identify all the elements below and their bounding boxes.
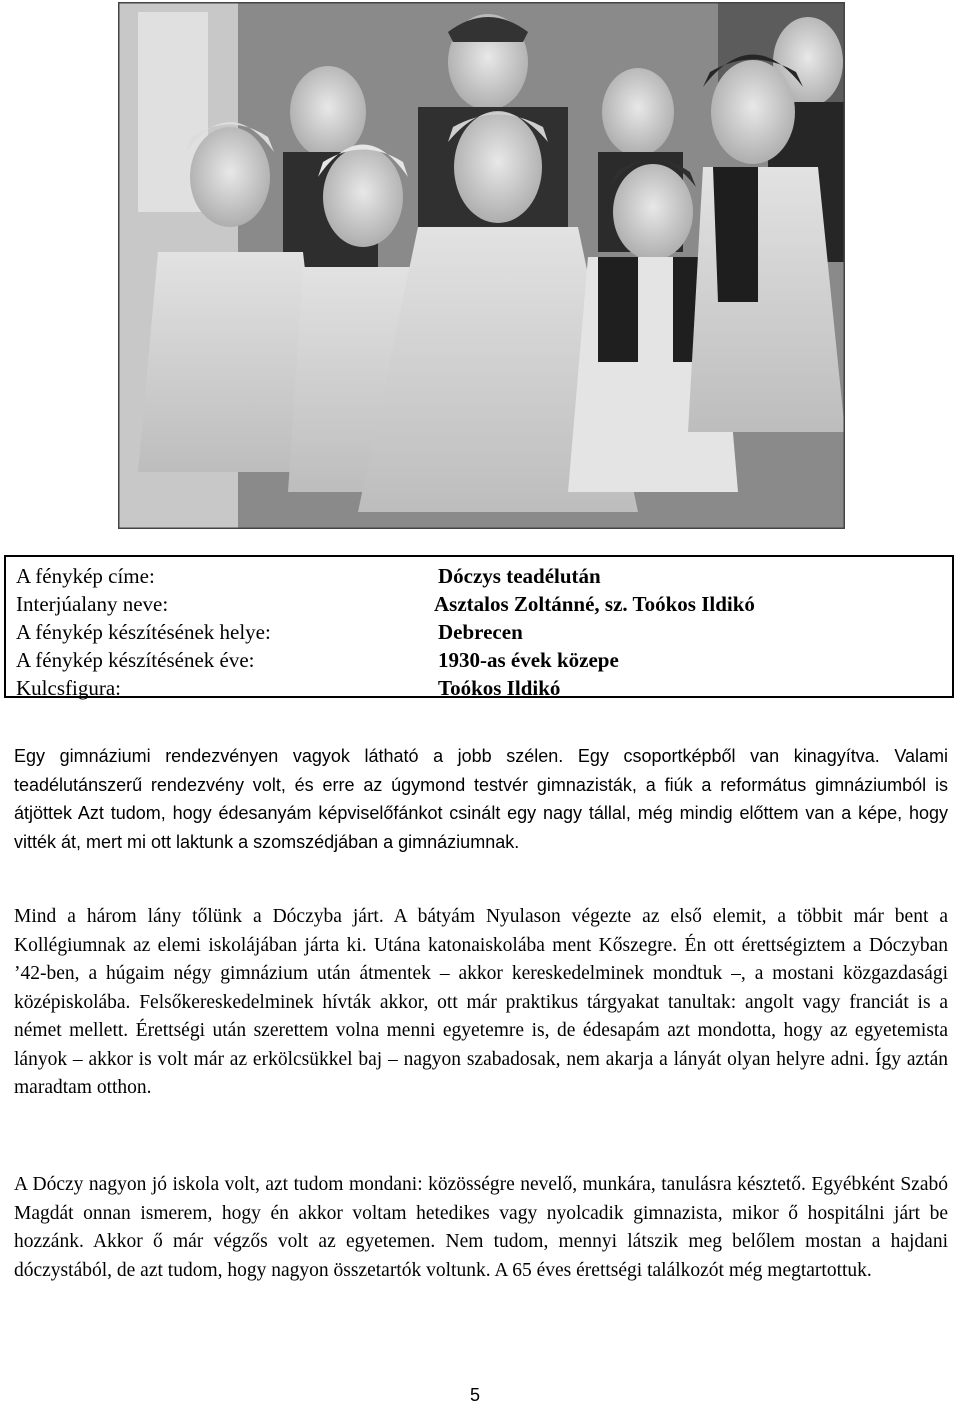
info-row-title [16,562,946,590]
info-label: Kulcsfigura: [16,676,121,700]
info-label: A fénykép címe: [16,564,155,588]
photo-info-box [4,555,954,698]
info-label: A fénykép készítésének éve: [16,648,255,672]
info-row-year [16,646,946,674]
page-number: 5 [470,1385,481,1405]
group-photo [118,2,845,529]
info-label: Interjúalany neve: [16,592,169,616]
info-label: A fénykép készítésének helye: [16,620,271,644]
paragraph-1: Egy gimnáziumi rendezvényen vagyok látható a jobb szélen. Egy csoportképből van kinagyítva. Valami teadélutánszerű rendezvény volt, és erre az úgymond testvér gimnazisták, a fiúk a református gimnáziumból is átjöttek Azt tudom, hogy édesanyám képviselőfánkot csinált egy nagy tállal, még mindig előttem van a képe, hogy vitték át, mert mi ott laktunk a szomszédjában a gimnáziumnak. [14,746,948,852]
paragraph-3: A Dóczy nagyon jó iskola volt, azt tudom mondani: közösségre nevelő, munkára, tanulásra késztető. Egyébként Szabó Magdát onnan ismerem, hogy én akkor voltam hetedikes vagy nyolcadik gimnazista, mikor ő hospitálni járt be hozzánk. Akkor ő már végzős volt az egyetemen. Nem tudom, mennyi látszik meg belőlem mostan a hajdani dóczystából, de azt tudom, hogy nagyon összetartók voltunk. A 65 éves érettségi találkozót még megtartottuk. [14,1174,948,1281]
info-row-place [16,618,946,646]
info-row-key-figure [16,674,946,702]
info-row-interviewee [16,590,946,618]
info-value: Toókos Ildikó [438,676,561,700]
info-value: Debrecen [438,620,523,644]
paragraph-2: Mind a három lány tőlünk a Dóczyba járt. A bátyám Nyulason végezte az első elemit, a többit már bent a Kollégiumnak az elemi iskolájában járta ki. Utána katonaiskolába ment Kőszegre. Én ott érettségiztem a Dóczyban ’42-ben, a húgaim négy gimnázium után átmentek – akkor kereskedelminek mondtuk –, a mostani közgazdasági középiskolába. Felsőkereskedelminek hívták akkor, ott már praktikus tárgyakat tanultak: angolt vagy franciát is a német mellett. Érettségi után szerettem volna menni egyetemre is, de édesapám azt mondotta, hogy az egyetemista lányok – akkor is volt már az erkölcsükkel baj – nagyon szabadosak, nem akarja a lányát olyan helyre adni. Így aztán maradtam otthon. [14,906,948,1098]
group-photo-illustration [118,2,845,529]
info-value: Dóczys teadélután [438,564,601,588]
info-value: Asztalos Zoltánné, sz. Toókos Ildikó [434,592,755,616]
info-value: 1930-as évek közepe [438,648,619,672]
